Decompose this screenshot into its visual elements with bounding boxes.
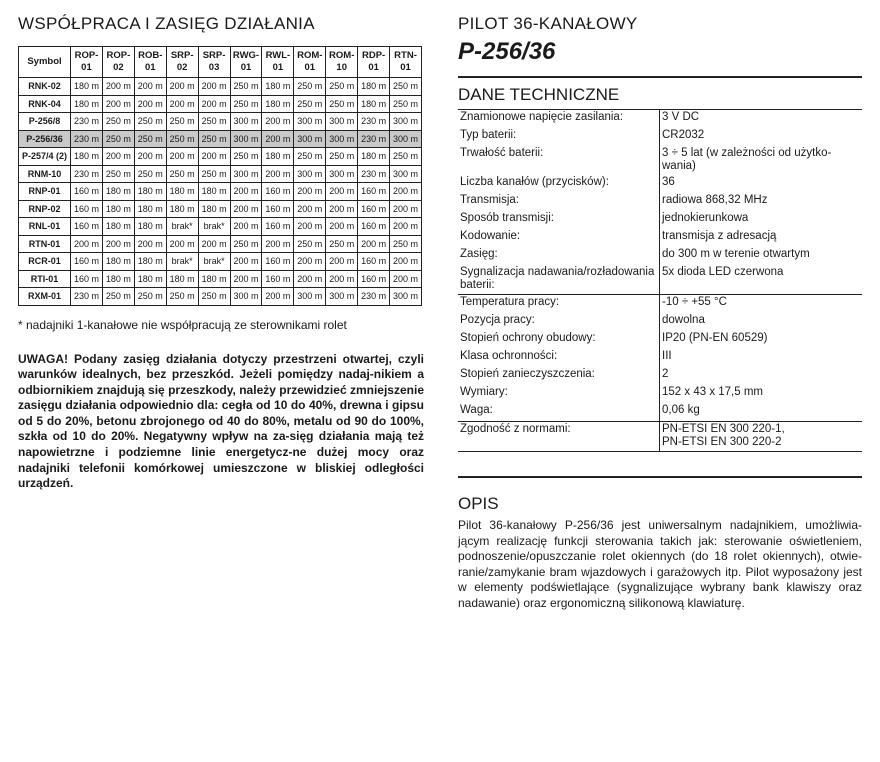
- range-cell: 200 m: [294, 218, 326, 236]
- spec-label: Wymiary:: [458, 385, 660, 403]
- range-cell: 160 m: [262, 183, 294, 201]
- range-cell: 180 m: [102, 183, 134, 201]
- range-cell: 160 m: [262, 270, 294, 288]
- spec-label: Zasięg:: [458, 247, 660, 265]
- range-cell: 300 m: [390, 113, 422, 131]
- row-symbol: RNM-10: [19, 165, 71, 183]
- table-row: [19, 183, 422, 201]
- spec-row: [458, 265, 862, 295]
- spec-label: Zgodność z normami:: [458, 422, 660, 452]
- spec-row: [458, 146, 862, 175]
- range-cell: 300 m: [390, 130, 422, 148]
- table-row: [19, 288, 422, 306]
- spec-row: [458, 175, 862, 193]
- spec-row: [458, 385, 862, 403]
- range-cell: 200 m: [358, 235, 390, 253]
- range-cell: 230 m: [71, 288, 103, 306]
- range-cell: 300 m: [326, 288, 358, 306]
- range-cell: 200 m: [390, 183, 422, 201]
- range-cell: 250 m: [134, 130, 166, 148]
- range-cell: 250 m: [390, 148, 422, 166]
- range-cell: 160 m: [358, 200, 390, 218]
- range-cell: 180 m: [134, 200, 166, 218]
- range-cell: 250 m: [102, 113, 134, 131]
- range-cell: 160 m: [358, 218, 390, 236]
- range-cell: 250 m: [198, 113, 230, 131]
- range-cell: brak*: [166, 218, 198, 236]
- range-cell: 250 m: [102, 288, 134, 306]
- row-symbol: RNL-01: [19, 218, 71, 236]
- row-symbol: RXM-01: [19, 288, 71, 306]
- range-cell: 200 m: [71, 235, 103, 253]
- range-cell: 250 m: [134, 113, 166, 131]
- range-cell: 180 m: [71, 148, 103, 166]
- range-cell: 200 m: [390, 200, 422, 218]
- spec-label: Sposób transmisji:: [458, 211, 660, 229]
- row-symbol: P-257/4 (2): [19, 148, 71, 166]
- row-symbol: RTI-01: [19, 270, 71, 288]
- range-cell: 200 m: [326, 270, 358, 288]
- range-cell: 250 m: [102, 165, 134, 183]
- range-cell: 200 m: [294, 253, 326, 271]
- range-cell: 200 m: [198, 78, 230, 96]
- product-type: PILOT 36-KANAŁOWY: [458, 14, 638, 33]
- range-cell: 200 m: [390, 270, 422, 288]
- spec-label: Typ baterii:: [458, 128, 660, 146]
- range-cell: 160 m: [71, 253, 103, 271]
- range-cell: 160 m: [262, 200, 294, 218]
- range-cell: 180 m: [166, 270, 198, 288]
- range-cell: 200 m: [230, 218, 262, 236]
- range-cell: 230 m: [358, 288, 390, 306]
- range-cell: 180 m: [134, 218, 166, 236]
- table-row: [19, 200, 422, 218]
- footnote: * nadajniki 1-kanałowe nie współpracują ze sterownikami rolet: [18, 317, 347, 332]
- range-cell: 160 m: [262, 253, 294, 271]
- table-row: [19, 113, 422, 131]
- range-cell: 300 m: [294, 165, 326, 183]
- range-cell: 200 m: [262, 235, 294, 253]
- range-cell: 200 m: [294, 200, 326, 218]
- range-cell: 250 m: [134, 288, 166, 306]
- range-cell: 250 m: [230, 95, 262, 113]
- compatibility-table: [18, 46, 422, 306]
- column-header: SRP- 02: [166, 47, 198, 78]
- spec-row: [458, 211, 862, 229]
- table-row: [19, 235, 422, 253]
- spec-row: [458, 247, 862, 265]
- range-cell: 250 m: [230, 148, 262, 166]
- table-row: [19, 253, 422, 271]
- column-header: ROP- 02: [102, 47, 134, 78]
- range-cell: 250 m: [230, 78, 262, 96]
- spec-value: dowolna: [662, 314, 705, 326]
- spec-value: radiowa 868,32 MHz: [662, 194, 768, 206]
- range-cell: 200 m: [230, 253, 262, 271]
- spec-label: Waga:: [458, 403, 660, 422]
- table-row: [19, 270, 422, 288]
- range-cell: 180 m: [358, 78, 390, 96]
- row-symbol: RNP-01: [19, 183, 71, 201]
- spec-value: III: [662, 350, 672, 362]
- range-cell: 160 m: [358, 253, 390, 271]
- range-cell: 230 m: [358, 130, 390, 148]
- range-cell: 250 m: [390, 95, 422, 113]
- range-cell: 180 m: [166, 183, 198, 201]
- column-header: RWG- 01: [230, 47, 262, 78]
- range-cell: brak*: [166, 253, 198, 271]
- divider: [458, 476, 862, 478]
- range-cell: 300 m: [294, 288, 326, 306]
- compatibility-section: [18, 10, 424, 492]
- range-cell: 250 m: [166, 113, 198, 131]
- range-cell: 300 m: [390, 165, 422, 183]
- range-cell: 180 m: [358, 95, 390, 113]
- range-cell: 250 m: [326, 95, 358, 113]
- range-cell: 180 m: [71, 95, 103, 113]
- range-cell: 200 m: [102, 95, 134, 113]
- row-symbol: RNK-04: [19, 95, 71, 113]
- range-cell: 250 m: [166, 130, 198, 148]
- spec-value: 36: [662, 176, 675, 188]
- spec-value: 2: [662, 368, 669, 380]
- range-cell: 200 m: [166, 235, 198, 253]
- range-cell: 180 m: [262, 78, 294, 96]
- range-cell: 300 m: [326, 113, 358, 131]
- spec-label: Stopień zanieczyszczenia:: [458, 367, 660, 385]
- range-cell: brak*: [198, 218, 230, 236]
- range-cell: 250 m: [166, 165, 198, 183]
- spec-label: Transmisja:: [458, 193, 660, 211]
- spec-label: Trwałość baterii:: [458, 146, 660, 175]
- range-cell: 200 m: [134, 148, 166, 166]
- spec-row: [458, 229, 862, 247]
- table-row: [19, 95, 422, 113]
- range-cell: 180 m: [102, 200, 134, 218]
- spec-value: transmisja z adresacją: [662, 230, 777, 242]
- range-cell: 200 m: [390, 253, 422, 271]
- row-symbol: RCR-01: [19, 253, 71, 271]
- range-cell: 180 m: [134, 253, 166, 271]
- range-cell: 160 m: [71, 218, 103, 236]
- range-cell: 250 m: [198, 288, 230, 306]
- range-cell: 200 m: [198, 95, 230, 113]
- range-cell: 230 m: [358, 113, 390, 131]
- table-row: [19, 218, 422, 236]
- range-cell: 200 m: [230, 270, 262, 288]
- column-header: ROB- 01: [134, 47, 166, 78]
- spec-table: [458, 109, 862, 452]
- range-cell: 200 m: [134, 95, 166, 113]
- spec-value: -10 ÷ +55 °C: [660, 295, 863, 314]
- spec-label: Sygnalizacja nadawania/rozładowania baterii:: [458, 265, 660, 295]
- range-cell: 200 m: [198, 235, 230, 253]
- spec-label: Liczba kanałów (przycisków):: [458, 175, 660, 193]
- range-cell: 300 m: [294, 113, 326, 131]
- range-cell: 250 m: [294, 95, 326, 113]
- range-cell: 200 m: [262, 165, 294, 183]
- spec-row: [458, 295, 862, 314]
- range-cell: 250 m: [390, 235, 422, 253]
- row-symbol: P-256/8: [19, 113, 71, 131]
- range-cell: 250 m: [294, 235, 326, 253]
- table-row: [19, 78, 422, 96]
- range-cell: 180 m: [134, 183, 166, 201]
- range-cell: 200 m: [262, 130, 294, 148]
- tech-title: DANE TECHNICZNE: [458, 85, 620, 104]
- spec-row: [458, 349, 862, 367]
- column-header: RWL- 01: [262, 47, 294, 78]
- row-symbol: P-256/36: [19, 130, 71, 148]
- range-cell: 180 m: [102, 253, 134, 271]
- range-cell: 250 m: [326, 235, 358, 253]
- spec-value: 152 x 43 x 17,5 mm: [662, 386, 763, 398]
- spec-label: Pozycja pracy:: [458, 313, 660, 331]
- table-row: [19, 148, 422, 166]
- column-header-symbol: Symbol: [19, 47, 71, 78]
- range-cell: 250 m: [166, 288, 198, 306]
- range-cell: 200 m: [262, 288, 294, 306]
- range-cell: 200 m: [102, 235, 134, 253]
- range-cell: 250 m: [230, 235, 262, 253]
- range-cell: 180 m: [262, 95, 294, 113]
- range-cell: 200 m: [326, 183, 358, 201]
- spec-value: 5x dioda LED czerwona: [662, 266, 784, 278]
- range-cell: 200 m: [198, 148, 230, 166]
- spec-value: IP20 (PN-EN 60529): [662, 332, 768, 344]
- range-cell: 180 m: [71, 78, 103, 96]
- range-cell: 200 m: [230, 200, 262, 218]
- range-cell: 200 m: [230, 183, 262, 201]
- range-cell: 200 m: [262, 113, 294, 131]
- spec-label: Kodowanie:: [458, 229, 660, 247]
- range-cell: 180 m: [134, 270, 166, 288]
- range-cell: 180 m: [262, 148, 294, 166]
- column-header: ROM- 10: [326, 47, 358, 78]
- range-cell: 200 m: [294, 183, 326, 201]
- range-cell: 200 m: [326, 200, 358, 218]
- range-cell: 160 m: [262, 218, 294, 236]
- range-cell: 200 m: [134, 235, 166, 253]
- range-cell: 200 m: [166, 148, 198, 166]
- range-cell: 250 m: [326, 78, 358, 96]
- spec-value: 3 V DC: [660, 110, 863, 129]
- spec-value: do 300 m w terenie otwartym: [662, 248, 810, 260]
- range-cell: 160 m: [358, 270, 390, 288]
- spec-row: [458, 367, 862, 385]
- range-cell: 160 m: [71, 200, 103, 218]
- column-header: ROM- 01: [294, 47, 326, 78]
- range-cell: 250 m: [390, 78, 422, 96]
- range-cell: 250 m: [294, 78, 326, 96]
- spec-row: [458, 313, 862, 331]
- spec-row: [458, 193, 862, 211]
- spec-row: [458, 110, 862, 129]
- range-cell: 250 m: [294, 148, 326, 166]
- range-cell: 230 m: [358, 165, 390, 183]
- range-cell: 200 m: [134, 78, 166, 96]
- spec-row: [458, 331, 862, 349]
- range-cell: brak*: [198, 253, 230, 271]
- row-symbol: RTN-01: [19, 235, 71, 253]
- product-model: P-256/36: [458, 38, 556, 65]
- spec-value: jednokierunkowa: [662, 212, 749, 224]
- range-cell: 180 m: [358, 148, 390, 166]
- column-header: SRP- 03: [198, 47, 230, 78]
- range-cell: 200 m: [166, 78, 198, 96]
- divider: [458, 76, 862, 78]
- range-cell: 200 m: [102, 78, 134, 96]
- range-cell: 180 m: [198, 200, 230, 218]
- range-cell: 200 m: [294, 270, 326, 288]
- range-cell: 230 m: [71, 130, 103, 148]
- range-cell: 200 m: [390, 218, 422, 236]
- range-cell: 200 m: [326, 253, 358, 271]
- range-cell: 250 m: [134, 165, 166, 183]
- description-text: Pilot 36-kanałowy P-256/36 jest uniwersalnym nadajnikiem, umożliwia-jącym realizację funkcji sterowania takich jak: sterowanie oświetleniem, podnoszenie/opuszczanie rolet okiennych (do 18 rolet okiennych), otwie-ranie/zamykanie bram wjazdowych i garażowych itp. Pilot wyposażony jest w elementy podświetlające (sygnalizujące wybrany bank klawiszy oraz nadawanie) oraz ergonomiczną silikonową klawiaturę.: [458, 518, 862, 610]
- row-symbol: RNK-02: [19, 78, 71, 96]
- spec-row: [458, 403, 862, 422]
- range-cell: 160 m: [71, 270, 103, 288]
- range-cell: 300 m: [230, 130, 262, 148]
- column-header: RTN- 01: [390, 47, 422, 78]
- spec-value: 0,06 kg: [662, 404, 700, 416]
- spec-value: CR2032: [662, 129, 705, 141]
- table-header-row: [19, 47, 422, 78]
- warning-text: UWAGA! Podany zasięg działania dotyczy przestrzeni otwartej, czyli warunków idealnych, bez przeszkód. Jeżeli pomiędzy nadaj-nikiem a odbiornikiem znajdują się przeszkody, należy przewidzieć zmniejszenie zasięgu działania odpowiednio dla: cegła od 10 do 40%, drewna i gipsu od 5 do 20%, betonu zbrojonego od 40 do 80%, metalu od 90 do 100%, szkła od 10 do 20%. Negatywny wpływ na za-sięg działania mają też napowietrzne i podziemne linie energetycz-ne dużej mocy oraz nadajniki telefonii komórkowej umieszczone w bliskiej odległości urządzeń.: [18, 351, 424, 491]
- spec-row: [458, 128, 862, 146]
- range-cell: 200 m: [326, 218, 358, 236]
- column-header: RDP- 01: [358, 47, 390, 78]
- table-body: [19, 78, 422, 306]
- spec-label: Znamionowe napięcie zasilania:: [458, 110, 660, 129]
- row-symbol: RNP-02: [19, 200, 71, 218]
- range-cell: 160 m: [358, 183, 390, 201]
- spec-label: Klasa ochronności:: [458, 349, 660, 367]
- range-cell: 180 m: [166, 200, 198, 218]
- range-cell: 180 m: [102, 218, 134, 236]
- column-header: ROP- 01: [71, 47, 103, 78]
- range-cell: 300 m: [230, 288, 262, 306]
- range-cell: 160 m: [71, 183, 103, 201]
- range-cell: 250 m: [198, 130, 230, 148]
- range-cell: 230 m: [71, 165, 103, 183]
- spec-row: [458, 422, 862, 452]
- range-cell: 180 m: [198, 183, 230, 201]
- spec-label: Temperatura pracy:: [458, 295, 660, 314]
- range-cell: 250 m: [198, 165, 230, 183]
- spec-value: PN-ETSI EN 300 220-1, PN-ETSI EN 300 220-2: [660, 422, 863, 452]
- range-cell: 200 m: [102, 148, 134, 166]
- range-cell: 300 m: [390, 288, 422, 306]
- table-row: [19, 130, 422, 148]
- range-cell: 300 m: [294, 130, 326, 148]
- range-cell: 200 m: [166, 95, 198, 113]
- range-cell: 250 m: [102, 130, 134, 148]
- range-cell: 300 m: [230, 165, 262, 183]
- range-cell: 250 m: [326, 148, 358, 166]
- compatibility-title: WSPÓŁPRACA I ZASIĘG DZIAŁANIA: [18, 14, 315, 33]
- range-cell: 300 m: [326, 165, 358, 183]
- range-cell: 300 m: [326, 130, 358, 148]
- range-cell: 180 m: [102, 270, 134, 288]
- spec-label: Stopień ochrony obudowy:: [458, 331, 660, 349]
- description-title: OPIS: [458, 494, 499, 513]
- range-cell: 180 m: [198, 270, 230, 288]
- range-cell: 230 m: [71, 113, 103, 131]
- table-row: [19, 165, 422, 183]
- product-section: [458, 10, 862, 612]
- range-cell: 300 m: [230, 113, 262, 131]
- spec-value: 3 ÷ 5 lat (w zależności od użytko- wania): [662, 147, 832, 172]
